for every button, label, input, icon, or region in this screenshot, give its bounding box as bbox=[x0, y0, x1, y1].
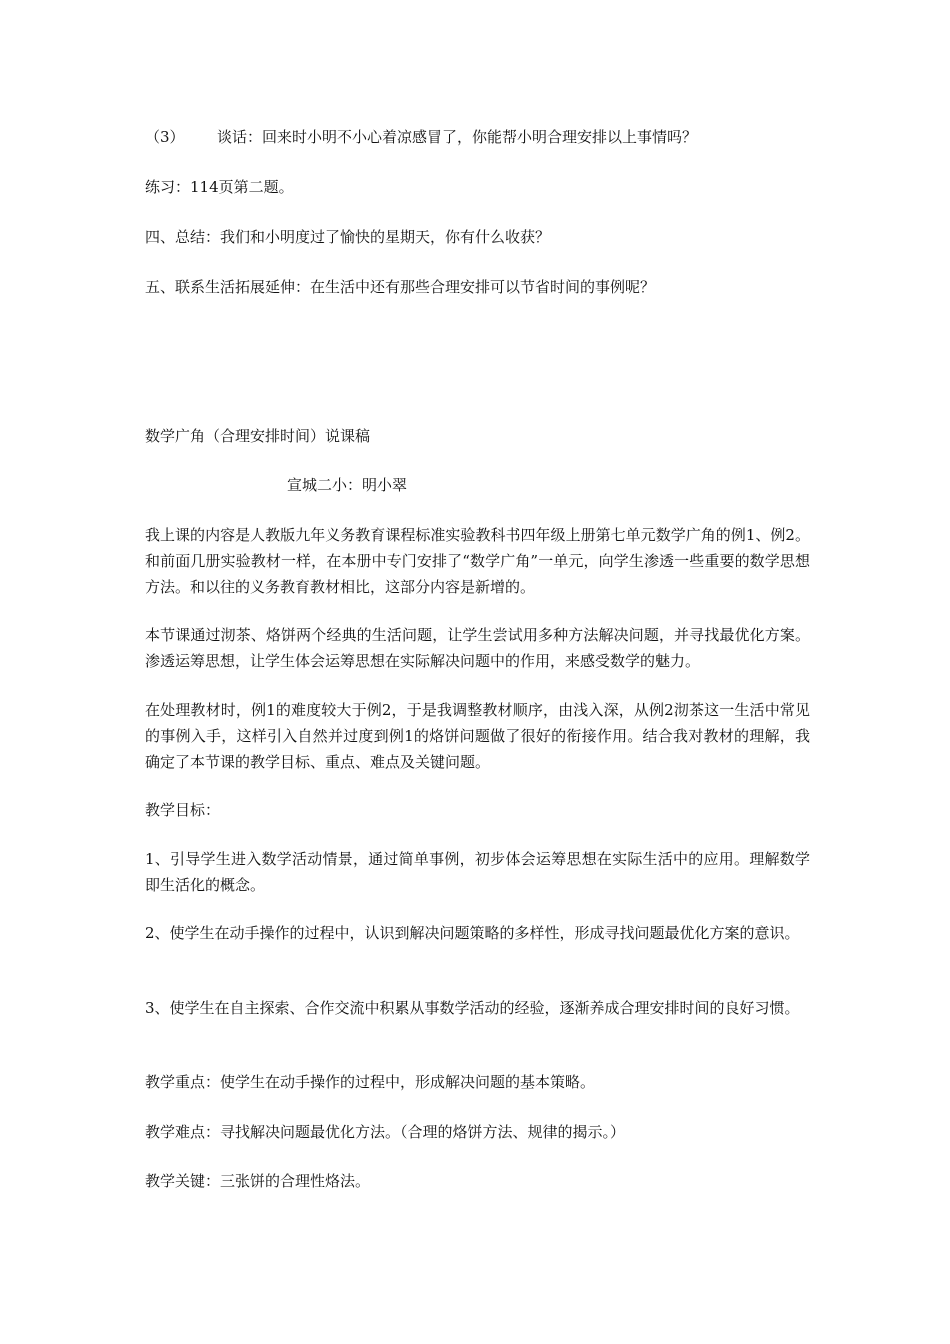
key-issue-line: 教学关键：三张饼的合理性烙法。 bbox=[145, 1172, 371, 1190]
goal-3: 3、使学生在自主探索、合作交流中积累从事数学活动的经验，逐渐养成合理安排时间的良好习惯。 bbox=[145, 999, 800, 1017]
extension-line: 五、联系生活拓展延伸：在生活中还有那些合理安排可以节省时间的事例呢？ bbox=[145, 278, 656, 296]
goal-2: 2、使学生在动手操作的过程中，认识到解决问题策略的多样性，形成寻找问题最优化方案的意识。 bbox=[145, 924, 800, 942]
material-paragraph: 在处理教材时，例1的难度较大于例2，于是我调整教材顺序，由浅入深，从例2沏茶这一生活中常见的事例入手，这样引入自然并过度到例1的烙饼问题做了很好的衔接作用。结合我对教材的理解，我确定了本节课的教学目标、重点、难点及关键问题。 bbox=[145, 701, 810, 771]
practice-line: 练习：114页第二题。 bbox=[145, 178, 294, 196]
item-3-text: 谈话：回来时小明不小心着凉感冒了，你能帮小明合理安排以上事情吗？ bbox=[217, 128, 698, 146]
difficulty-line: 教学难点：寻找解决问题最优化方法。（合理的烙饼方法、规律的揭示。） bbox=[145, 1123, 626, 1141]
key-point-line: 教学重点：使学生在动手操作的过程中，形成解决问题的基本策略。 bbox=[145, 1073, 596, 1091]
method-paragraph: 本节课通过沏茶、烙饼两个经典的生活问题，让学生尝试用多种方法解决问题，并寻找最优化方案。渗透运筹思想，让学生体会运筹思想在实际解决问题中的作用，来感受数学的魅力。 bbox=[145, 626, 810, 670]
item-3-number: （3） bbox=[145, 128, 185, 146]
intro-paragraph: 我上课的内容是人教版九年义务教育课程标准实验教科书四年级上册第七单元数学广角的例1、例2。和前面几册实验教材一样，在本册中专门安排了“数学广角”一单元，向学生渗透一些重要的数学思想方法。和以往的义务教育教材相比，这部分内容是新增的。 bbox=[145, 526, 810, 596]
goal-1: 1、引导学生进入数学活动情景，通过简单事例，初步体会运筹思想在实际生活中的应用。理解数学即生活化的概念。 bbox=[145, 850, 810, 894]
summary-line: 四、总结：我们和小明度过了愉快的星期天，你有什么收获？ bbox=[145, 228, 551, 246]
goals-heading: 教学目标： bbox=[145, 801, 221, 819]
item-3 bbox=[145, 124, 810, 150]
shuoke-title: 数学广角（合理安排时间）说课稿 bbox=[145, 427, 371, 445]
author-line: 宣城二小：明小翠 bbox=[287, 476, 408, 494]
